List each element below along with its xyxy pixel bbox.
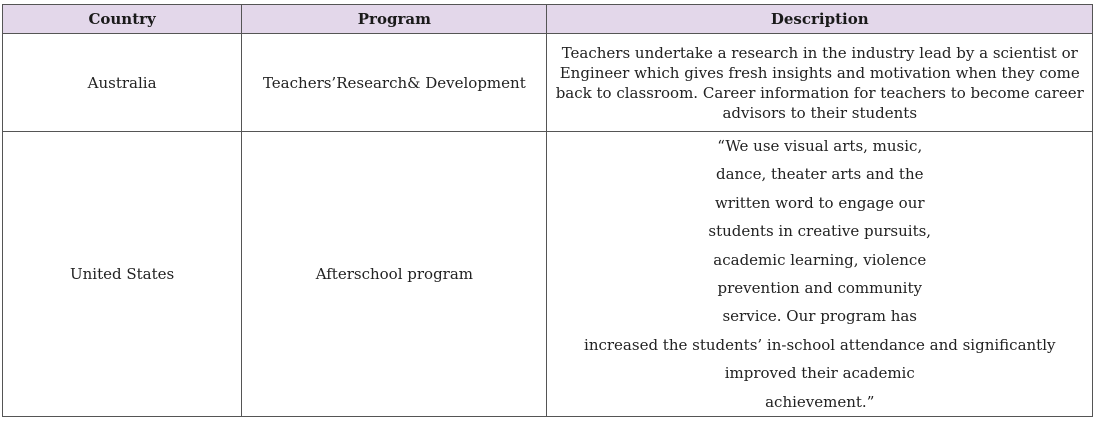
description-line: written word to engage our — [714, 193, 925, 212]
description-line: service. Our program has — [722, 307, 918, 326]
description-line: prevention and community — [717, 279, 922, 298]
cell-description — [547, 132, 1093, 417]
cell-program: Teachers’Research& Development — [242, 34, 547, 132]
table-row — [3, 34, 1093, 132]
cell-country: Australia — [3, 34, 242, 132]
description-line: students in creative pursuits, — [708, 222, 932, 241]
header-country: Country — [3, 5, 242, 34]
table-header — [3, 5, 1093, 34]
description-line: academic learning, violence — [713, 250, 927, 269]
header-row — [3, 5, 1093, 34]
description-line: improved their academic — [724, 364, 915, 383]
description-line: increased the students’ in-school attendance and significantly — [584, 335, 1056, 354]
description-line: “We use visual arts, music, — [717, 137, 923, 155]
programs-table — [2, 4, 1093, 417]
table-row — [3, 132, 1093, 417]
header-description: Description — [547, 5, 1093, 34]
cell-country: United States — [3, 132, 242, 417]
cell-description: Teachers undertake a research in the industry lead by a scientist or Engineer which gives fresh insights and motivation when they come back to classroom. Career information for teachers to become career advisors to their students — [547, 34, 1093, 132]
table-body — [3, 34, 1093, 417]
description-line: dance, theater arts and the — [715, 165, 924, 184]
header-program: Program — [242, 5, 547, 34]
description-line: achievement.” — [765, 392, 875, 411]
cell-program: Afterschool program — [242, 132, 547, 417]
